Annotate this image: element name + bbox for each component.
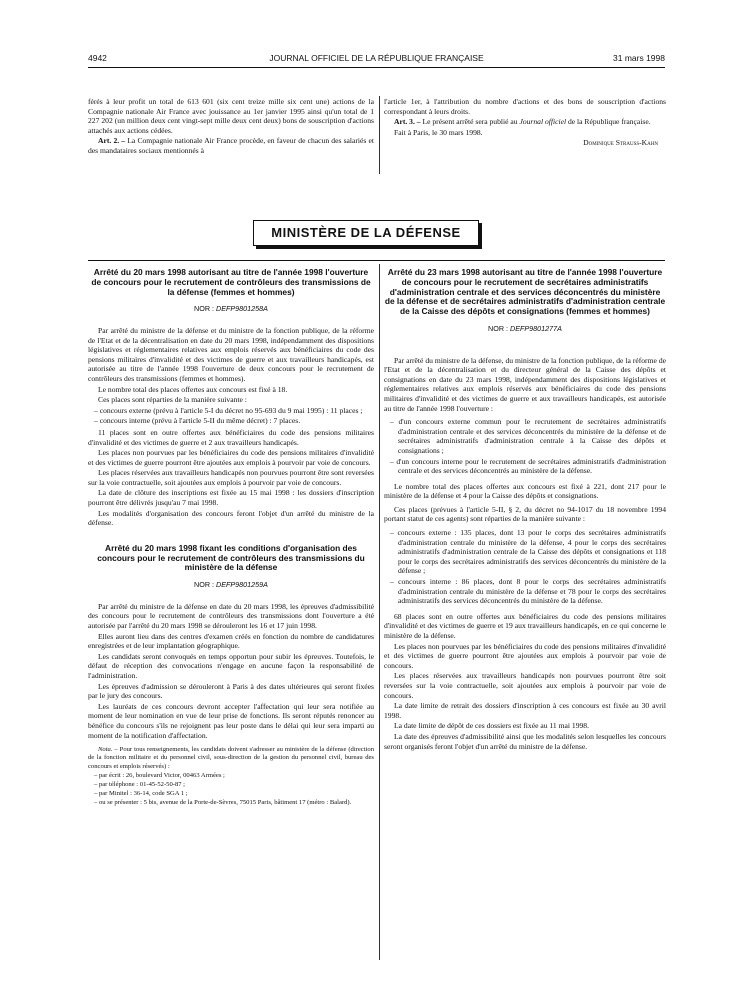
list-item: – par Minitel : 36-14, code SGA 1 ; [88,790,374,798]
paragraph: Les lauréats de ces concours devront accepter l'affectation qui leur sera notifiée au moment de leur nomination en vue de leur prise de fonctions. Ils seront réputés renoncer au bénéfice du concours s'ils ne rejoignent pas leur poste dans le délai qui leur sera imparti au moment de la notification d'affectation. [88,701,374,740]
paragraph: La date limite de dépôt de ces dossiers est fixée au 11 mai 1998. [394,721,589,731]
paragraph: La date de clôture des inscriptions est fixée au 15 mai 1998 : les dossiers d'inscription pourront être délivrés jusqu'au 7 mai 1998. [88,488,374,508]
paragraph: Les places réservées aux travailleurs handicapés non pourvues pourront être sont reversées sur la voie contractuelle, soit ajoutées aux emplois à pourvoir par voie de concours. [88,468,374,487]
continuation-paragraph: l'article 1er, à l'attribution du nombre d'actions et des bons de souscription d'actions correspondant à leurs droits. [384,97,666,116]
signature: Dominique Strauss-Kahn [583,138,658,148]
right-column [384,268,666,752]
column-divider [379,264,380,960]
decree-title: Arrêté du 20 mars 1998 fixant les conditions d'organisation des concours pour le recrutement de contrôleurs des transmissions du ministère de la défense [97,542,365,573]
paragraph: Par arrêté du ministre de la défense et du ministre de la fonction publique, de la réforme de l'Etat et de la décentralisation en date du 20 mars 1998, indépendamment des dispositions législatives et réglementaires relatives aux emplois réservés aux bénéficiaires du code des pensions militaires d'invalidité et des victimes de guerre et aux travailleurs handicapés, est autorisée au titre de l'année 1998 l'ouverture de deux concours pour le recrutement de contrôleurs des transmissions (femmes et hommes). [88,325,374,383]
paragraph: Les places non pourvues par les bénéficiaires du code des pensions militaires d'invalidité et des victimes de guerre pourront être ajoutées aux emplois à pourvoir par voie de concours. [88,448,374,467]
paragraph: Les places non pourvues par les bénéficiaires du code des pensions militaires d'invalidité et des victimes de guerre pourront être ajoutées aux emplois à pourvoir par voie de concours. [384,641,666,670]
list-item: – d'un concours externe commun pour le recrutement de secrétaires administratifs d'administration centrale et des services déconcentrés du ministère de la défense et de secrétaires administratifs d'administration centrale à la Caisse des dépôts et consignations ; [384,417,666,455]
column-divider-top [379,96,380,174]
paragraph: Ces places sont réparties de la manière suivante : [98,395,247,405]
paragraph: Le nombre total des places offertes aux concours est fixé à 18. [98,384,288,394]
paragraph: 68 places sont en outre offertes aux bénéficiaires du code des pensions militaires d'invalidité et des victimes de guerre et 19 aux travailleurs handicapés, en ce qui concerne le ministère de la défense. [384,611,666,641]
note-block [88,746,374,807]
continuation-paragraph: férés à leur profit un total de 613 601 (six cent treize mille six cent une) actions de la Compagnie nationale Air France avec jouissance au 1er janvier 1995 ainsi qu'un total de 1 227 202 (un million deux cent vingt-sept mille deux cent deux) bons de souscription d'actions attachés aux actions cédées. [88,97,374,135]
dash-list [384,528,666,606]
paragraph: La date limite de retrait des dossiers d'inscription à ces concours est fixée au 30 avril 1998. [384,701,666,720]
article-3-paragraph [384,117,666,127]
journal-title: JOURNAL OFFICIEL DE LA RÉPUBLIQUE FRANÇAISE [269,53,484,63]
nor-reference [88,304,374,314]
section-rule [88,260,665,261]
paragraph: Elles auront lieu dans des centres d'examen créés en fonction du nombre de candidatures enregistrées et de leur implantation géographique. [88,631,374,651]
issue-date: 31 mars 1998 [613,53,665,63]
list-item: – ou se présenter : 5 bis, avenue de la Porte-de-Sèvres, 75015 Paris, bâtiment 17 (métro : Balard). [88,799,374,807]
decree-title: Arrêté du 23 mars 1998 autorisant au titre de l'année 1998 l'ouverture de concours pour le recrutement de secrétaires administratifs d'administration centrale et des services déconcentrés du ministère de la défense et de secrétaires administratifs d'administration centrale de la Caisse des dépôts et consignations (femmes et hommes) [384,267,666,317]
article-label: Art. 2. – [98,136,126,146]
paragraph: Les modalités d'organisation des concours feront l'objet d'un arrêté du ministre de la défense. [88,508,374,528]
top-left-column [88,97,374,157]
page-number: 4942 [88,53,107,63]
note-label: Nota. – [98,746,118,754]
nor-reference [384,324,666,334]
paragraph: 11 places sont en outre offertes aux bénéficiaires du code des pensions militaires d'invalidité et des victimes de guerre et 2 aux travailleurs handicapés. [88,427,374,447]
paragraph: Par arrêté du ministre de la défense en date du 20 mars 1998, les épreuves d'admissibilité des concours pour le recrutement de contrôleurs des transmissions dont l'ouverture a été autorisée par l'arrêté du 20 mars 1998 se dérouleront les 16 et 17 juin 1998. [88,601,374,631]
paragraph: Les places réservées aux travailleurs handicapés non pourvues pourront être soit reversées sur la voie contractuelle, soit ajoutées aux emplois à pourvoir par voie de concours. [384,671,666,700]
note-list [88,772,374,808]
list-item: – d'un concours interne pour le recrutement de secrétaires administratifs d'administration centrale et des services déconcentrés au ministère de la défense. [384,457,666,476]
paragraph: Le nombre total des places offertes aux concours est fixé à 221, dont 217 pour le ministère de la défense et 4 pour la Caisse des dépôts et consignations. [384,481,666,501]
left-column [88,268,374,810]
list-item: – concours externe (prévu à l'article 5-I du décret no 95-693 du 9 mai 1995) : 11 places ; [88,406,374,416]
article-label: Art. 3. – [394,117,421,127]
dash-list [384,417,666,476]
list-item: – concours externe : 135 places, dont 13 pour le corps des secrétaires administratifs d'administration centrale du ministère de la défense, 4 pour le corps des secrétaires administratifs d'administration centrale de la Caisse des dépôts et consignations et 118 pour le corps des secrétaires administratifs des services déconcentrés du ministère de la défense ; [384,528,666,576]
decree-title: Arrêté du 20 mars 1998 autorisant au titre de l'année 1998 l'ouverture de concours pour le recrutement de contrôleurs des transmissions de la défense (femmes et hommes) [91,267,371,297]
nor-label: NOR : [488,323,508,333]
note-paragraph [88,746,374,771]
ministry-heading: MINISTÈRE DE LA DÉFENSE [253,220,479,246]
article-text: La Compagnie nationale Air France procède, en faveur de chacun des salariés et des mandataires sociaux mentionnés à [88,136,374,155]
top-right-column [384,97,666,149]
list-item: – concours interne (prévu à l'article 5-II du même décret) : 7 places. [88,416,374,426]
list-item: – par écrit : 26, boulevard Victor, 00463 Armées ; [88,772,374,780]
nor-code: DEFP9801258A [216,304,268,314]
article-2-paragraph [88,136,374,155]
paragraph: Par arrêté du ministre de la défense, du ministre de la fonction publique, de la réforme de l'Etat et de la décentralisation et du directeur général de la Caisse des dépôts et consignations en date du 23 mars 1998, indépendamment des dispositions législatives et réglementaires relatives aux emplois réservés aux bénéficiaires du code des pensions militaires d'invalidité et des victimes de guerre et aux travailleurs handicapés, est autorisée au titre de l'année 1998 l'ouverture : [384,355,666,413]
article-text: de la République française. [566,117,651,127]
list-item: – concours interne : 86 places, dont 8 pour le corps des secrétaires administratifs d'administration centrale du ministère de la défense et 78 pour le corps des secrétaires administratifs des services déconcentrés du ministère de la défense. [384,577,666,606]
nor-code: DEFP9801277A [510,323,562,333]
article-text: Le présent arrêté sera publié au [420,117,520,127]
page-header [88,53,665,67]
header-rule [88,67,665,68]
nor-code: DEFP9801259A [216,580,268,590]
paragraph: Ces places (prévues à l'article 5-II, § 2, du décret no 94-1017 du 18 novembre 1994 portant statut de ces agents) sont réparties de la manière suivante : [384,504,666,524]
nor-label: NOR : [194,580,214,590]
list-item: – par téléphone : 01-45-52-50-87 ; [88,781,374,789]
note-text: Pour tous renseignements, les candidats doivent s'adresser au ministère de la défense (direction de la fonction militaire et du personnel civil, sous-direction de la gestion du personnel civil, bureau des concours et emplois réservés) : [88,746,374,770]
dash-list [88,406,374,426]
signature-place-date: Fait à Paris, le 30 mars 1998. [394,127,483,137]
journal-reference: Journal officiel [519,117,567,127]
paragraph: Les épreuves d'admission se dérouleront à Paris à des dates ultérieures qui seront fixées par le jury des concours. [88,681,374,701]
nor-reference [88,580,374,590]
paragraph: La date des épreuves d'admissibilité ainsi que les modalités selon lesquelles les concours seront organisés feront l'objet d'un arrêté du ministre de la défense. [384,731,666,751]
paragraph: Les candidats seront convoqués en temps opportun pour subir les épreuves. Toutefois, le défaut de réception des convocations n'engage en aucune façon la responsabilité de l'administration. [88,651,374,680]
nor-label: NOR : [194,304,214,314]
